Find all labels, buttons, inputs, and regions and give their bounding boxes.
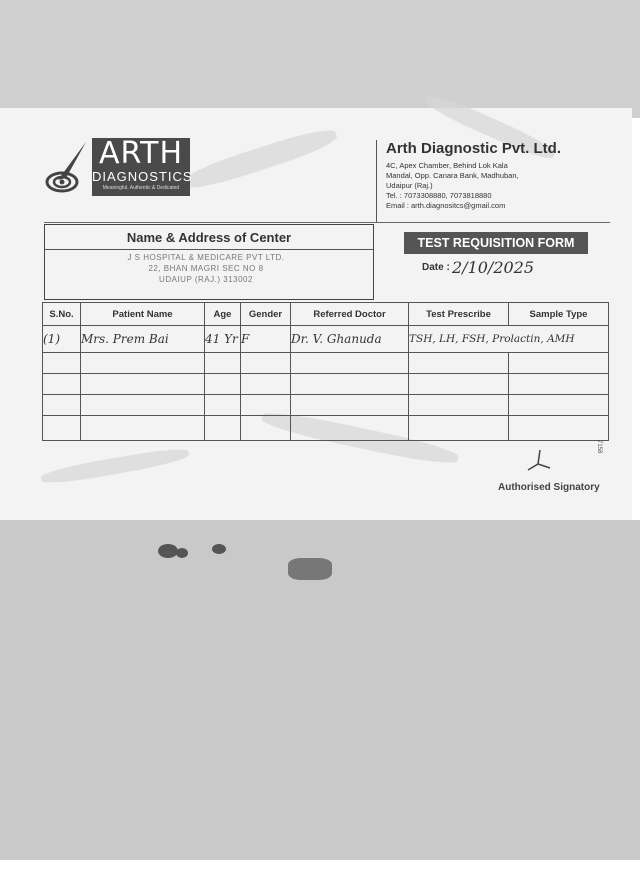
cell-referred-doctor: Dr. V. Ghanuda: [291, 326, 409, 353]
table-cell: [291, 374, 409, 395]
paper-crease: [181, 124, 340, 194]
table-cell: [409, 374, 509, 395]
scan-smudge: [212, 544, 226, 554]
company-email: Email : arth.diagnositcs@gmail.com: [386, 201, 506, 210]
table-cell: [409, 416, 509, 441]
header-gender: Gender: [241, 303, 291, 326]
paper-crease: [40, 445, 190, 487]
table-row: [43, 374, 609, 395]
scan-smudge: [176, 548, 188, 558]
logo-wordmark: [92, 136, 193, 196]
cell-test-prescribe: TSH, LH, FSH, Prolactin, AMH: [409, 326, 609, 353]
table-cell: [509, 416, 609, 441]
table-cell: [241, 374, 291, 395]
center-heading-rule: [45, 249, 373, 250]
table-cell: [43, 353, 81, 374]
company-info: [386, 140, 618, 211]
table-row: [43, 395, 609, 416]
table-cell: [205, 374, 241, 395]
signature-scribble-icon: [520, 448, 560, 474]
header-rule: [44, 222, 610, 223]
table-header-row: [43, 303, 609, 326]
cell-sno: (1): [43, 326, 81, 353]
table-cell: [81, 353, 205, 374]
center-heading: Name & Address of Center: [126, 230, 292, 245]
table-cell: [43, 395, 81, 416]
date-value: 2/10/2025: [452, 258, 535, 277]
cell-age: 41 Yr: [205, 326, 241, 353]
table-cell: [241, 353, 291, 374]
center-address-box: [44, 224, 374, 300]
header-age: Age: [205, 303, 241, 326]
table-cell: [291, 395, 409, 416]
table-cell: [205, 395, 241, 416]
scan-smudge: [288, 558, 332, 580]
table-cell: [43, 416, 81, 441]
table-cell: [241, 395, 291, 416]
requisition-table: [42, 302, 609, 441]
header-patient-name: Patient Name: [81, 303, 205, 326]
table-row: [43, 353, 609, 374]
company-name: Arth Diagnostic Pvt. Ltd.: [386, 140, 562, 157]
arth-logo: [44, 132, 194, 202]
center-stamp-line: J S HOSPITAL & MEDICARE PVT LTD.: [127, 253, 285, 262]
company-phone: Tel. : 7073308880, 7073818880: [386, 191, 492, 200]
logo-tagline: Meaningful, Authentic & Dedicated: [102, 185, 180, 191]
company-address-line: Mandal, Opp. Canara Bank, Madhuban,: [386, 171, 519, 180]
table-cell: [409, 395, 509, 416]
table-cell: [43, 374, 81, 395]
form-serial-number: 7158: [596, 440, 602, 454]
table-cell: [241, 416, 291, 441]
table-cell: [291, 353, 409, 374]
logo-diagnostics-text: DIAGNOSTICS: [92, 169, 193, 184]
target-swoosh-icon: [44, 138, 90, 194]
header-sample-type: Sample Type: [509, 303, 609, 326]
header-referred-doctor: Referred Doctor: [291, 303, 409, 326]
table-cell: [509, 395, 609, 416]
form-title-badge: TEST REQUISITION FORM: [404, 232, 588, 254]
table-row: [43, 416, 609, 441]
table-cell: [205, 353, 241, 374]
scan-smudge: [158, 544, 178, 558]
table-cell: [291, 416, 409, 441]
company-address-line: Udaipur (Raj.): [386, 181, 433, 190]
date-label: Date :: [422, 262, 450, 273]
center-stamp-line: 22, BHAN MAGRI SEC NO 8: [148, 264, 264, 273]
header-divider: [376, 140, 377, 222]
table-cell: [509, 353, 609, 374]
center-stamp-line: UDAIUP (RAJ.) 313002: [159, 275, 253, 284]
scan-background-top: [0, 0, 640, 118]
table-cell: [409, 353, 509, 374]
cell-patient-name: Mrs. Prem Bai: [81, 326, 205, 353]
table-cell: [509, 374, 609, 395]
header-sno: S.No.: [43, 303, 81, 326]
cell-gender: F: [241, 326, 291, 353]
table-cell: [81, 416, 205, 441]
table-cell: [205, 416, 241, 441]
table-cell: [81, 374, 205, 395]
authorised-signatory-label: Authorised Signatory: [498, 482, 600, 493]
header-test-prescribe: Test Prescribe: [409, 303, 509, 326]
table-cell: [81, 395, 205, 416]
logo-arth-text: ARTH: [98, 136, 184, 171]
table-row: [43, 326, 609, 353]
company-address-line: 4C, Apex Chamber, Behind Lok Kala: [386, 161, 508, 170]
